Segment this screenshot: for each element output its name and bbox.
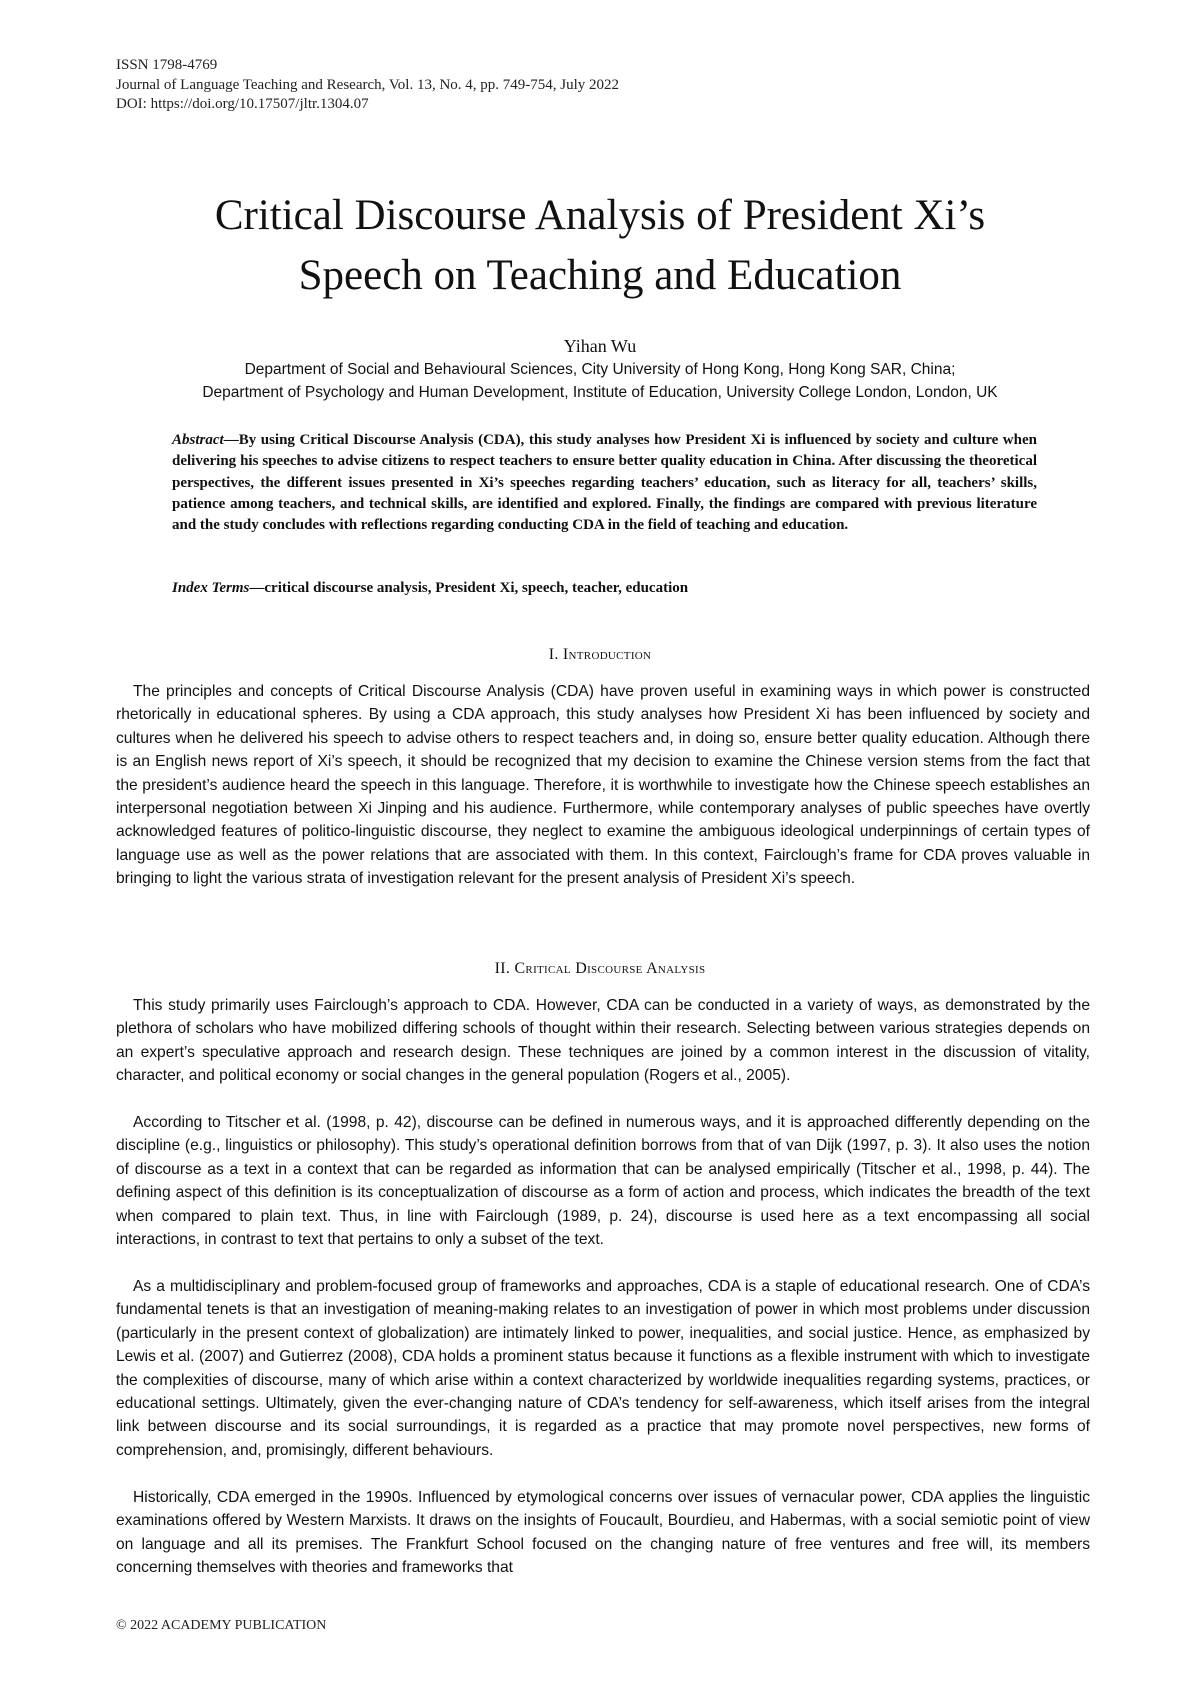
author-name: Yihan Wu	[563, 336, 637, 356]
body-paragraph: According to Titscher et al. (1998, p. 42), discourse can be defined in numerous ways, and it is approached differently depending on the discipline (e.g., linguistics or philosophy). This study’s operational definition borrows from that of van Dijk (1997, p. 3). It also uses the notion of discourse as a text in a context that can be regarded as information that can be analysed empirically (Titscher et al., 1998, p. 44). The defining aspect of this definition is its conceptualization of discourse as a form of action and process, which indicates the breadth of the text when compared to plain text. Thus, in line with Fairclough (1989, p. 24), discourse is used here as a text encompassing all social interactions, in contrast to text that pertains to only a subset of the text.	[116, 1114, 1090, 1249]
body-paragraph: The principles and concepts of Critical Discourse Analysis (CDA) have proven useful in examining ways in which power is constructed rhetorically in educational spheres. By using a CDA approach, this study analyses how President Xi has been influenced by society and cultures when he delivered his speech to advise others to respect teachers and, in doing so, ensure better quality education. Although there is an English news report of Xi’s speech, it should be recognized that my decision to examine the Chinese version stems from the fact that the president’s audience heard the speech in this language. Therefore, it is worthwhile to investigate how the Chinese speech establishes an interpersonal negotiation between Xi Jinping and his audience. Furthermore, while contemporary analyses of public speeches have overtly acknowledged features of politico-linguistic discourse, they neglect to examine the ambiguous ideological underpinnings of certain types of language use as well as the power relations that are associated with them. In this context, Fairclough’s frame for CDA proves valuable in bringing to light the various strata of investigation relevant for the present analysis of President Xi’s speech.	[116, 683, 1090, 888]
body-paragraph: This study primarily uses Fairclough’s approach to CDA. However, CDA can be conducted in a variety of ways, as demonstrated by the plethora of scholars who have mobilized differing schools of thought within their research. Selecting between various strategies depends on an expert’s speculative approach and research design. These techniques are joined by a common interest in the discussion of vitality, character, and political economy or social changes in the general population (Rogers et al., 2005).	[116, 997, 1090, 1085]
abstract-text: —By using Critical Discourse Analysis (CDA), this study analyses how President Xi is influenced by society and culture when delivering his speeches to advise citizens to respect teachers to ensure better quality education in China. After discussing the theoretical perspectives, the different issues presented in Xi’s speeches regarding teachers’ education, such as literacy for all, teachers’ skills, patience among teachers, and technical skills, are identified and explored. Finally, the findings are compared with previous literature and the study concludes with reflections regarding conducting CDA in the field of teaching and education.	[172, 432, 1037, 534]
issn: ISSN 1798-4769	[116, 57, 218, 73]
title-line-2: Speech on Teaching and Education	[298, 252, 902, 299]
section-heading-introduction: I. Introduction	[548, 646, 652, 663]
index-terms	[172, 578, 1037, 598]
affiliation-2: Department of Psychology and Human Development, Institute of Education, University College London, London, UK	[202, 384, 998, 401]
doi: DOI: https://doi.org/10.17507/jltr.1304.07	[116, 96, 369, 112]
section-heading-cda: II. Critical Discourse Analysis	[494, 960, 706, 977]
affiliation-1: Department of Social and Behavioural Sciences, City University of Hong Kong, Hong Kong SAR, China;	[244, 361, 956, 378]
copyright-footer: © 2022 ACADEMY PUBLICATION	[116, 1618, 327, 1633]
paper-title	[0, 186, 1200, 306]
body-paragraph: As a multidisciplinary and problem-focused group of frameworks and approaches, CDA is a staple of educational research. One of CDA’s fundamental tenets is that an investigation of meaning-making relates to an investigation of power in which most problems under discussion (particularly in the present context of globalization) are intimately linked to power, inequalities, and social justice. Hence, as emphasized by Lewis et al. (2007) and Gutierrez (2008), CDA holds a prominent status because it functions as a flexible instrument with which to investigate the complexities of discourse, many of which arise within a context characterized by worldwide inequalities regarding systems, practices, or educational settings. Ultimately, given the ever-changing nature of CDA’s tendency for self-awareness, which itself arises from the integral link between discourse and its social surroundings, it is regarded as a practice that may promote novel perspectives, new forms of comprehension, and, promisingly, different behaviours.	[116, 1278, 1090, 1459]
journal-header	[116, 56, 619, 115]
index-terms-label: Index Terms	[172, 580, 250, 596]
journal-citation: Journal of Language Teaching and Research, Vol. 13, No. 4, pp. 749-754, July 2022	[116, 76, 620, 93]
abstract	[172, 430, 1037, 536]
index-terms-text: —critical discourse analysis, President Xi, speech, teacher, education	[249, 580, 689, 596]
affiliations	[0, 358, 1200, 404]
title-line-1: Critical Discourse Analysis of President Xi’s	[214, 192, 986, 239]
abstract-label: Abstract	[172, 432, 224, 448]
body-paragraph: Historically, CDA emerged in the 1990s. Influenced by etymological concerns over issues of vernacular power, CDA applies the linguistic examinations offered by Western Marxists. It draws on the insights of Foucault, Bourdieu, and Habermas, with a social semiotic point of view on language and all its premises. The Frankfurt School focused on the changing nature of free ventures and free will, its members concerning themselves with theories and frameworks that	[116, 1489, 1090, 1577]
